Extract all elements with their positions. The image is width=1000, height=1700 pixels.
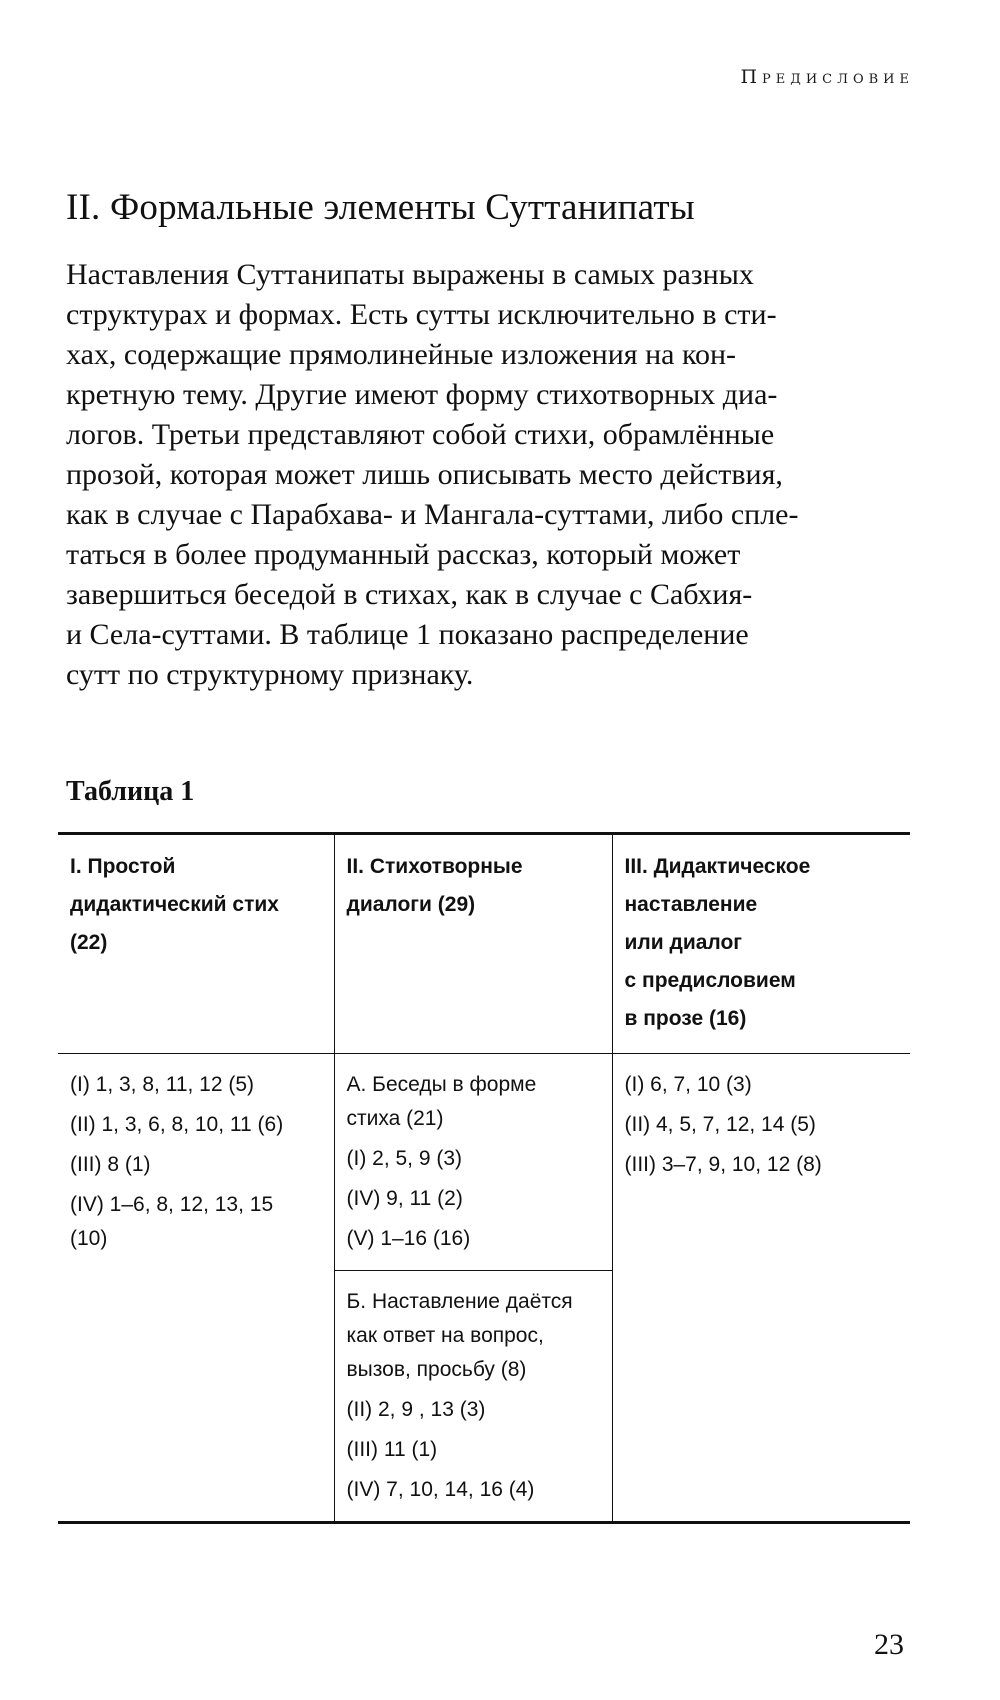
table-cell-col2-a [334,1054,612,1271]
cell-line: (IV) 1–6, 8, 12, 13, 15 [70,1193,274,1216]
paragraph-line: логов. Третьи представляют собой стихи, обрамлённые [66,418,775,451]
paragraph-line: и Села-суттами. В таблице 1 показано распределение [66,618,749,651]
body-paragraph [66,255,916,695]
paragraph-line: прозой, которая может лишь описывать место действия, [66,458,783,491]
cell-line: (I) 2, 5, 9 (3) [346,1147,463,1170]
running-head: Предисловие [740,66,914,88]
header-line: II. Стихотворные [346,855,523,878]
cell-line: (IV) 9, 11 (2) [346,1187,463,1210]
cell-line: (I) 1, 3, 8, 11, 12 (5) [70,1073,255,1096]
paragraph-line: хах, содержащие прямолинейные изложения на кон- [66,338,737,371]
header-line: III. Дидактическое [624,855,811,878]
paragraph-line: Наставления Суттанипаты выражены в самых разных [66,258,754,291]
header-line: (22) [70,931,108,954]
header-line: с предисловием [624,969,796,992]
cell-line: (III) 11 (1) [346,1438,438,1461]
table-header-col3 [612,834,910,1054]
header-line: дидактический стих [70,893,279,916]
cell-line: вызов, просьбу (8) [346,1358,527,1381]
cell-line: (10) [70,1227,108,1250]
paragraph-line: сутт по структурному признаку. [66,658,474,691]
cell-line: (II) 1, 3, 6, 8, 10, 11 (6) [70,1113,284,1136]
table-cell-col2-b [334,1271,612,1523]
cell-line: (II) 2, 9 , 13 (3) [346,1398,486,1421]
header-line: диалоги (29) [346,893,476,916]
table-caption: Таблица 1 [66,776,195,807]
paragraph-line: структурах и формах. Есть сутты исключительно в сти- [66,298,777,331]
cell-line: стиха (21) [346,1107,444,1130]
table-header-col2 [334,834,612,1054]
cell-line: как ответ на вопрос, [346,1324,544,1347]
header-line: в прозе (16) [624,1007,747,1030]
paragraph-line: кретную тему. Другие имеют форму стихотворных диа- [66,378,778,411]
page-number: 23 [874,1628,904,1661]
cell-line: (I) 6, 7, 10 (3) [624,1073,752,1096]
cell-line: (II) 4, 5, 7, 12, 14 (5) [624,1113,816,1136]
paragraph-line: таться в более продуманный рассказ, который может [66,538,741,571]
cell-line: (III) 3–7, 9, 10, 12 (8) [624,1153,822,1176]
sutta-structure-table [58,832,910,1524]
header-line: наставление [624,893,758,916]
section-title: II. Формальные элементы Суттанипаты [66,187,695,228]
cell-line: Б. Наставление даётся [346,1290,573,1313]
paragraph-line: как в случае с Парабхава- и Мангала-суттами, либо спле- [66,498,799,531]
table-cell-col3 [612,1054,910,1523]
paragraph-line: завершиться беседой в стихах, как в случае с Сабхия- [66,578,753,611]
cell-line: (IV) 7, 10, 14, 16 (4) [346,1478,535,1501]
cell-line: (III) 8 (1) [70,1153,151,1176]
table-cell-col1 [58,1054,334,1523]
cell-line: А. Беседы в форме [346,1073,537,1096]
header-line: I. Простой [70,855,176,878]
cell-line: (V) 1–16 (16) [346,1227,471,1250]
table-header-col1 [58,834,334,1054]
header-line: или диалог [624,931,743,954]
